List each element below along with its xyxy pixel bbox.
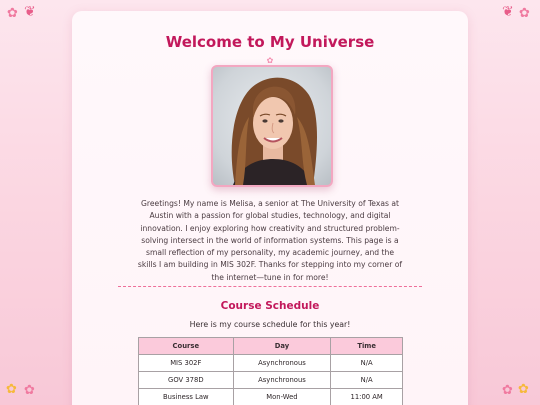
day-cell: Asynchronous [233,355,331,372]
column-header-course: Course [139,338,234,355]
main-card [72,11,468,405]
course-cell: MIS 302F [139,355,234,372]
page-title: Welcome to My Universe [165,33,375,51]
profile-photo [211,65,333,187]
time-cell: N/A [331,355,403,372]
course-cell: GOV 378D [139,372,234,389]
tulip-icon: ❦ [502,4,514,20]
flower-icon: ✿ [266,56,274,65]
tulip-icon: ❦ [24,4,36,20]
flower-icon: ✿ [502,383,513,398]
sunflower-icon: ✿ [518,382,529,397]
bio-paragraph: Greetings! My name is Melisa, a senior at The University of Texas at Austin with a passion for global studies, technology, and digital innovation. I enjoy exploring how creativity and structured problem-solving intersect in the world of information systems. This page is a small reflection of my personality, my academic journey, and the skills I am building in MIS 302F. Thanks for stepping into my corner of the internet—tune in for more! [137,199,403,282]
time-cell: 11:00 AM [331,389,403,405]
flower-icon: ✿ [24,383,35,398]
course-cell: Business Law [139,389,234,405]
sunflower-icon: ✿ [6,382,17,397]
column-header-day: Day [233,338,331,355]
table-row [139,389,403,405]
schedule-title: Course Schedule [220,300,320,312]
day-cell: Asynchronous [233,372,331,389]
day-cell: Mon-Wed [233,389,331,405]
schedule-subtitle: Here is my course schedule for this year! [189,320,351,329]
section-divider [118,286,422,287]
table-row [139,355,403,372]
flower-icon: ✿ [7,6,18,21]
column-header-time: Time [331,338,403,355]
flower-icon: ✿ [519,6,530,21]
schedule-table [138,337,403,405]
table-row [139,372,403,389]
time-cell: N/A [331,372,403,389]
table-header-row [139,338,403,355]
